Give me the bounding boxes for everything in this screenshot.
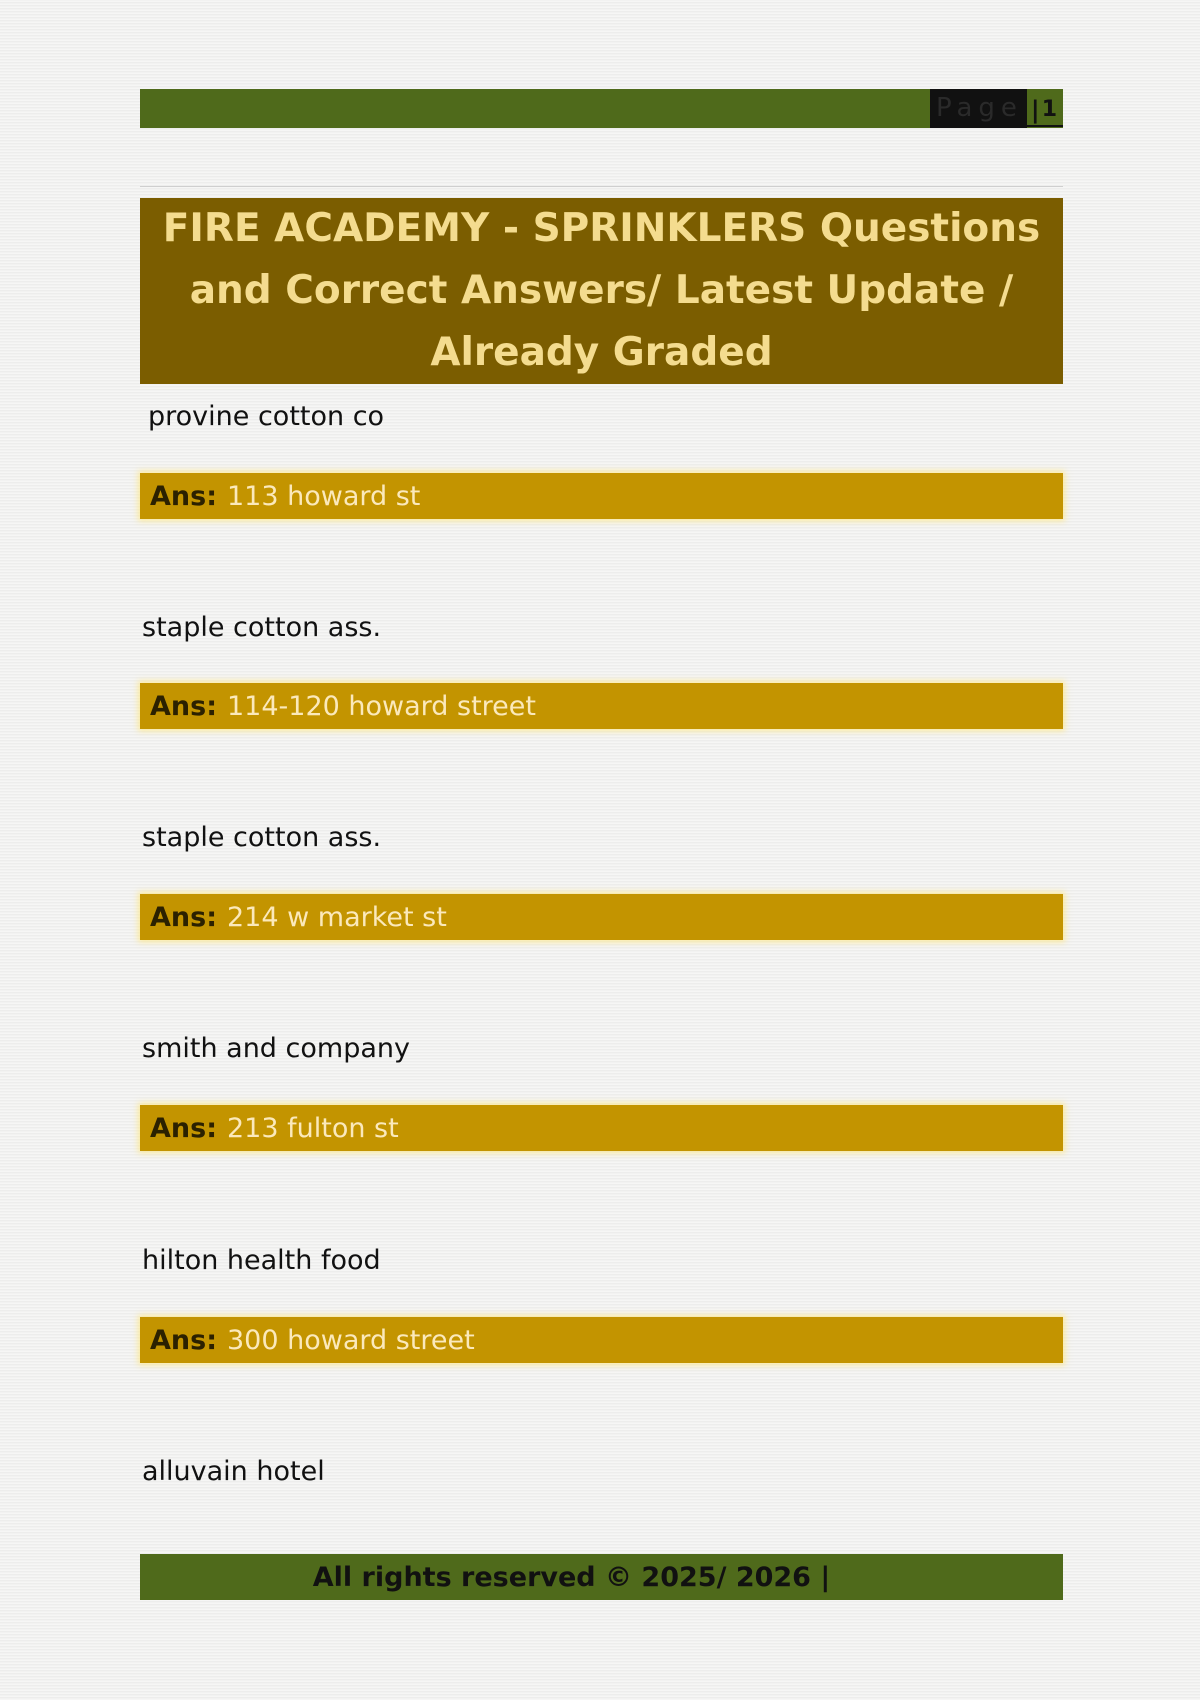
answer-bar [140,1317,1063,1363]
answer-text: 213 fulton st [227,1112,399,1144]
page-label: Page [930,89,1027,128]
answer-text: 114-120 howard street [227,690,536,722]
question-text: provine cotton co [148,401,385,432]
answer-bar [140,473,1063,519]
page-header-bar [140,89,1063,128]
page-number: 1 [1042,95,1063,127]
question-text: staple cotton ass. [142,612,382,643]
page-number-indicator [930,89,1063,128]
title-line: Already Graded [430,330,773,375]
answer-bar [140,1105,1063,1151]
question-text: smith and company [142,1033,410,1064]
answer-bar [140,894,1063,940]
page-footer-bar [140,1554,1063,1600]
document-title [140,198,1063,384]
answer-text: 113 howard st [227,480,421,512]
question-text: staple cotton ass. [142,822,382,853]
answer-label: Ans: [150,901,217,933]
answer-label: Ans: [150,1112,217,1144]
answer-label: Ans: [150,690,217,722]
header-divider [140,186,1063,187]
answer-text: 214 w market st [227,901,447,933]
question-text: alluvain hotel [142,1456,325,1487]
title-line: FIRE ACADEMY - SPRINKLERS Questions [162,206,1041,251]
title-line: and Correct Answers/ Latest Update / [189,268,1014,313]
page-separator: | [1027,95,1042,127]
question-text: hilton health food [142,1245,381,1276]
answer-text: 300 howard street [227,1324,475,1356]
answer-label: Ans: [150,480,217,512]
copyright-text: All rights reserved © 2025/ 2026 | [312,1561,831,1593]
answer-label: Ans: [150,1324,217,1356]
answer-bar [140,683,1063,729]
